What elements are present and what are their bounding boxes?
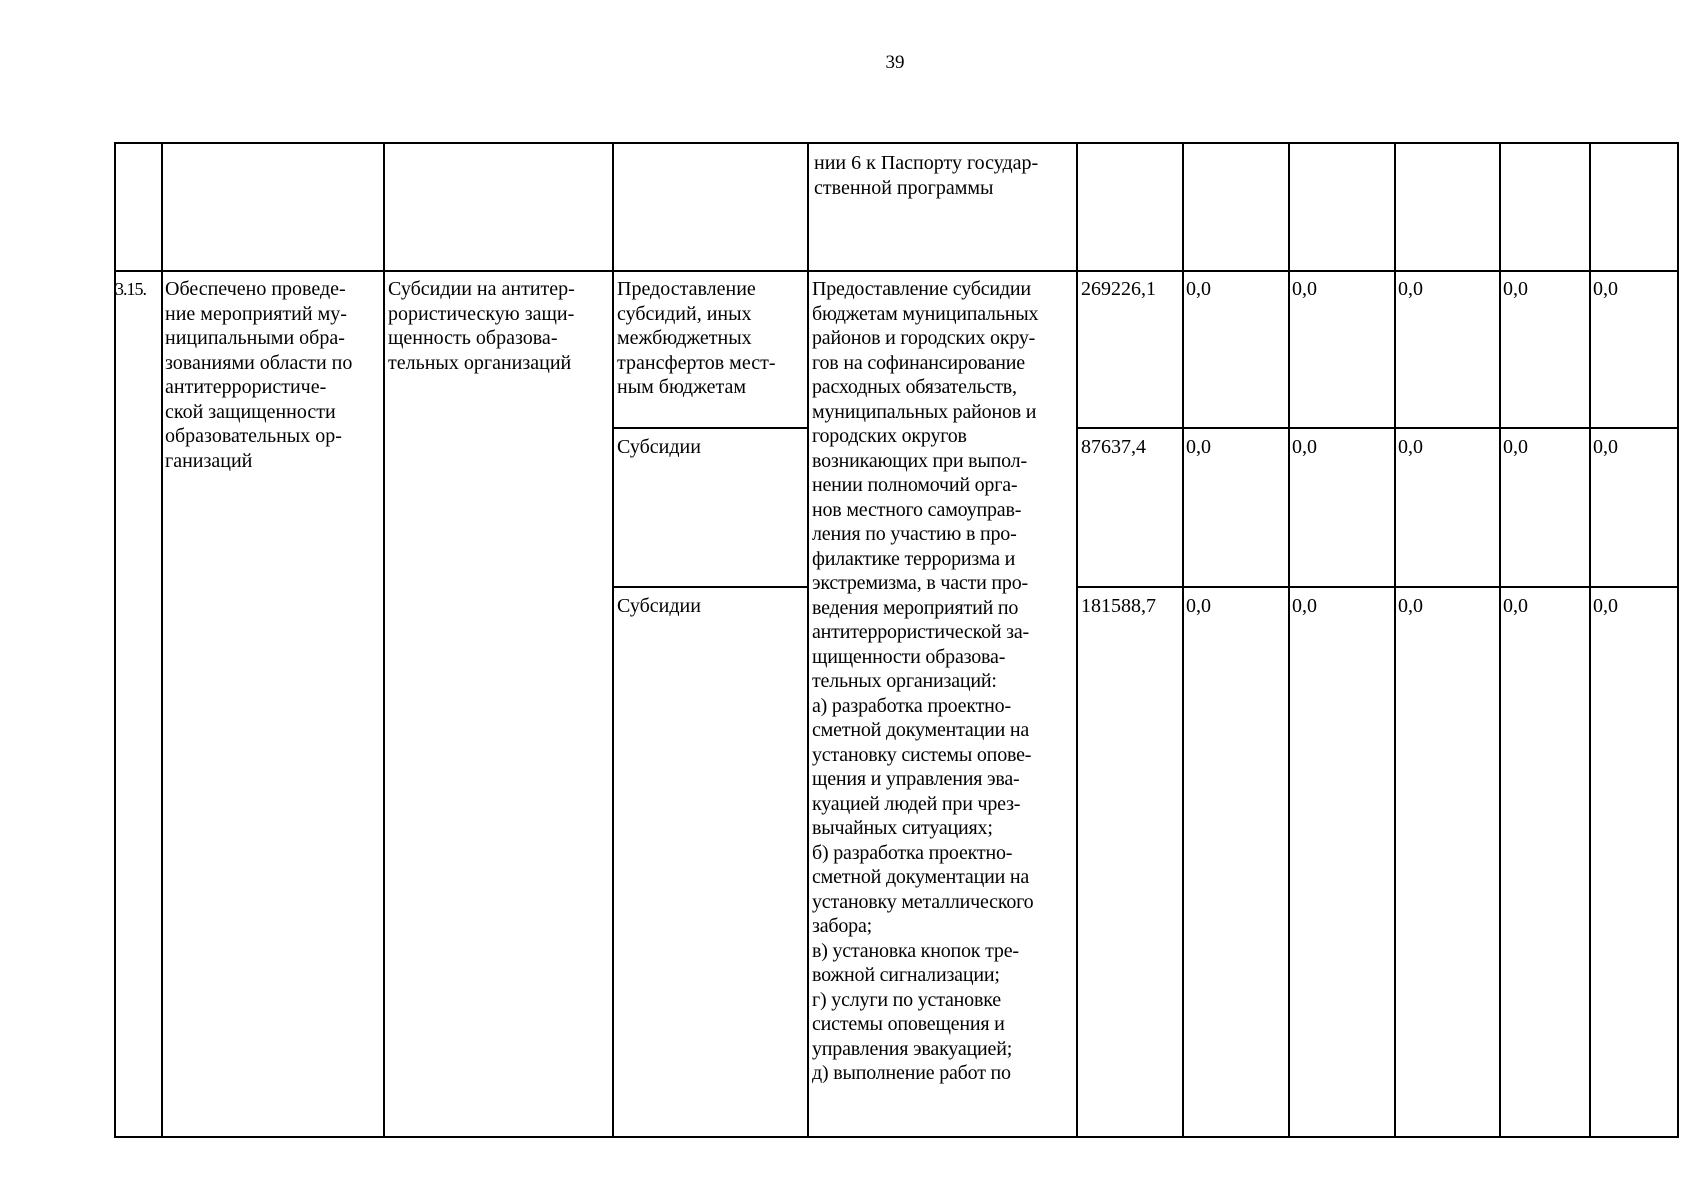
- subrow-2-value-4: 0,0: [1398, 436, 1423, 458]
- subrow-2-value-3: 0,0: [1292, 436, 1317, 458]
- subrow-2-value-1: 87637,4: [1081, 436, 1146, 458]
- subrow-1-value-1: 269226,1: [1081, 278, 1156, 300]
- subrow-2-value-6: 0,0: [1593, 436, 1618, 458]
- subrow-3-value-2: 0,0: [1186, 595, 1211, 617]
- subrow-1-type: Предоставление субсидий, иных межбюджетных трансфертов мест- ным бюджетам: [617, 278, 776, 398]
- col-border-value-1: [1182, 142, 1184, 1138]
- row-3-15-top-border: [114, 270, 1679, 272]
- col-border-value-5: [1589, 142, 1591, 1138]
- subrow-1-value-4: 0,0: [1398, 278, 1423, 300]
- col-border-result: [383, 142, 385, 1138]
- subrow-3-value-3: 0,0: [1292, 595, 1317, 617]
- subrow-1-value-2: 0,0: [1186, 278, 1211, 300]
- subrow-2-value-2: 0,0: [1186, 436, 1211, 458]
- row-number: 3.15.: [115, 279, 146, 299]
- subrow-1-value-5: 0,0: [1503, 278, 1528, 300]
- col-border-value-3: [1394, 142, 1396, 1138]
- col-border-value-4: [1499, 142, 1501, 1138]
- subrow-3-value-4: 0,0: [1398, 595, 1423, 617]
- subrow-divider-1-type: [614, 427, 809, 429]
- table-bottom-border: [114, 1136, 1679, 1138]
- subrow-3-value-1: 181588,7: [1081, 595, 1156, 617]
- row-result: Обеспечено проведе- ние мероприятий му- ниципальными обра- зованиями области по антитеррористиче- ской защищенности образовательных ор- ганизаций: [165, 278, 353, 472]
- row-name: Субсидии на антитер- рористическую защи- щенность образова- тельных организаций: [388, 278, 575, 374]
- subrow-divider-2-type: [614, 586, 809, 588]
- col-border-name: [612, 142, 614, 1138]
- col-border-type: [807, 142, 809, 1138]
- col-border-right: [1677, 142, 1679, 1138]
- subrow-2-value-5: 0,0: [1503, 436, 1528, 458]
- col-border-description: [1076, 142, 1078, 1138]
- row-description: Предоставление субсидии бюджетам муниципальных районов и городских окру- гов на софинансирование расходных обязательств, муниципальных районов и городских округов возникающих при выпол- нении полномочий орга- нов местного самоуправ- ления по участию в про- филактике терроризма и экстремизма, в части про- ведения мероприятий по антитеррористической за- щищенности образова- тельных организаций: а) разработка проектно- сметной документации на установку системы опове- щения и управления эва- куацией людей при чрез- вычайных ситуациях; б) разработка проектно- сметной документации на установку металлического забора; в) установка кнопок тре- вожной сигнализации; г) услуги по установке системы оповещения и управления эвакуацией; д) выполнение работ по: [812, 278, 1039, 1084]
- subrow-1-value-3: 0,0: [1292, 278, 1317, 300]
- subrow-3-value-5: 0,0: [1503, 595, 1528, 617]
- col-border-num: [161, 142, 163, 1138]
- subrow-3-value-6: 0,0: [1593, 595, 1618, 617]
- page-number: 39: [885, 52, 905, 73]
- top-row-description: нии 6 к Паспорту государ- ственной программы: [814, 152, 1039, 199]
- col-border-value-2: [1288, 142, 1290, 1138]
- table-top-border: [114, 142, 1679, 144]
- subrow-2-type: Субсидии: [617, 436, 701, 458]
- subrow-1-value-6: 0,0: [1593, 278, 1618, 300]
- subrow-3-type: Субсидии: [617, 595, 701, 617]
